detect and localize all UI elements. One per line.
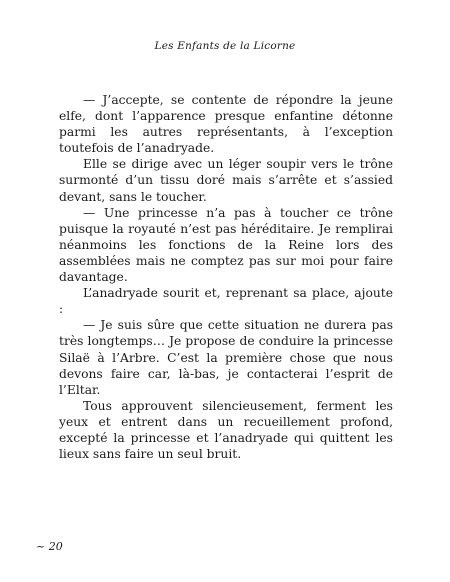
running-head: Les Enfants de la Licorne (154, 40, 296, 52)
body-text (59, 92, 393, 462)
paragraph: — J’accepte, se contente de répondre la jeune elfe, dont l’apparence presque enfantine détonne parmi les autres représentants, à l’exception toutefois de l’anadryade. (59, 93, 393, 156)
paragraph: — Je suis sûre que cette situation ne durera pas très longtemps… Je propose de conduire la princesse Silaë à l’Arbre. C’est la première chose que nous devons faire car, là-bas, je contacterai l’esprit de l’Eltar. (59, 318, 393, 397)
paragraph: Tous approuvent silencieusement, ferment les yeux et entrent dans un recueillement profond, excepté la princesse et l’anadryade qui quittent les lieux sans faire un seul bruit. (59, 398, 393, 462)
paragraph: Elle se dirige avec un léger soupir vers le trône surmonté d’un tissu doré mais s’arrête et s’assied devant, sans le toucher. (59, 157, 393, 204)
page-number: ~ 20 (36, 540, 63, 553)
paragraph: L’anadryade sourit et, reprenant sa place, ajoute : (59, 286, 393, 317)
paragraph: — Une princesse n’a pas à toucher ce trône puisque la royauté n’est pas héréditaire. Je remplirai néanmoins les fonctions de la Reine lors des assemblées mais ne comptez pas sur moi pour faire davantage. (59, 205, 393, 285)
